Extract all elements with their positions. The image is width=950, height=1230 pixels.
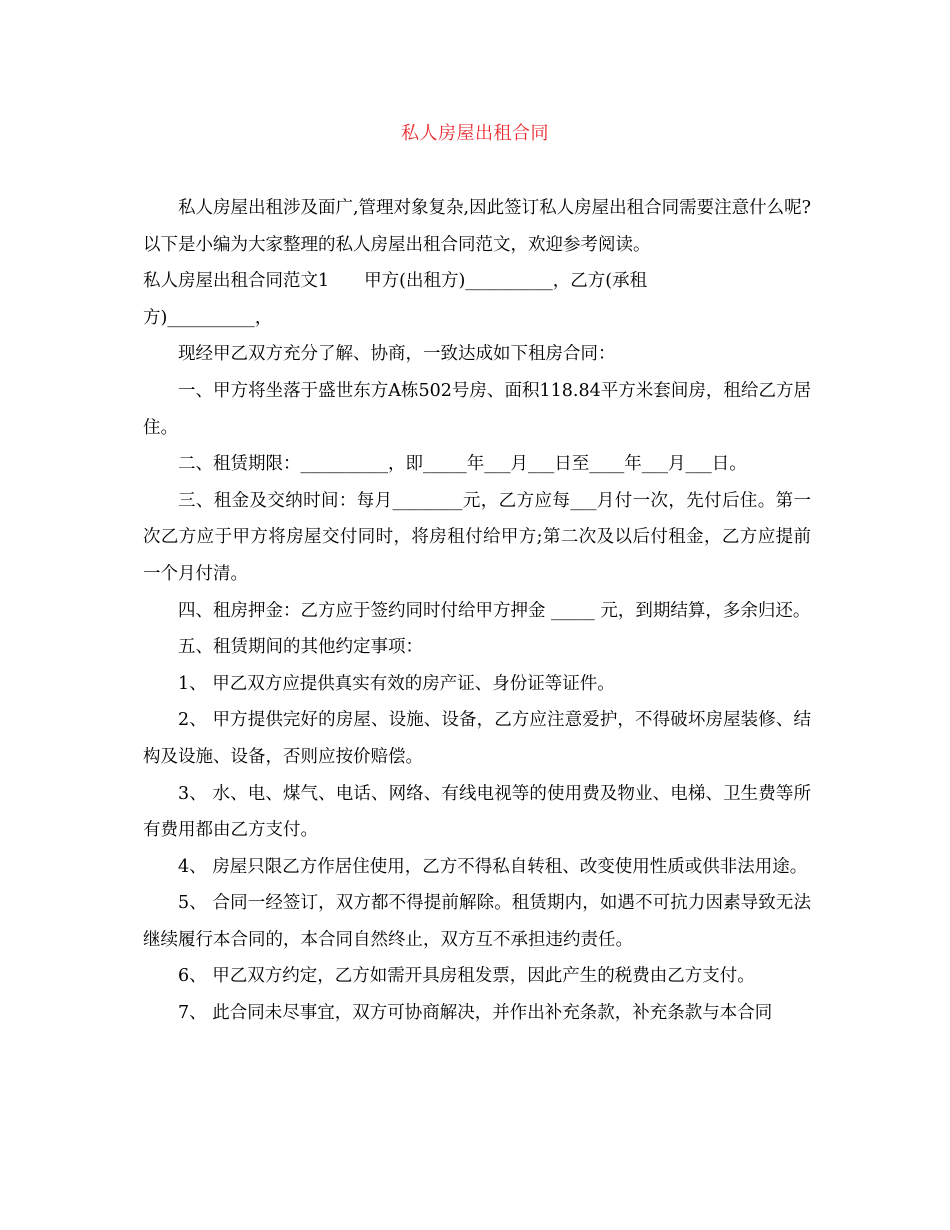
item-5: 5、 合同一经签订，双方都不得提前解除。租赁期内，如遇不可抗力因素导致无法继续履行本合同的，本合同自然终止，双方互不承担违约责任。 xyxy=(143,893,811,950)
sample-heading-line: 私人房屋出租合同范文1 甲方(出租方)__________，乙方(承租 xyxy=(143,271,648,292)
item-6: 6、 甲乙双方约定，乙方如需开具房租发票，因此产生的税费由乙方支付。 xyxy=(178,966,755,987)
document-body xyxy=(143,190,811,1032)
item-2: 2、 甲方提供完好的房屋、设施、设备，乙方应注意爱护，不得破坏房屋装修、结构及设施、设备，否则应按价赔偿。 xyxy=(143,710,811,767)
intro-paragraph: 私人房屋出租涉及面广,管理对象复杂,因此签订私人房屋出租合同需要注意什么呢?以下是小编为大家整理的私人房屋出租合同范文，欢迎参考阅读。 xyxy=(143,198,812,255)
item-3: 3、 水、电、煤气、电话、网络、有线电视等的使用费及物业、电梯、卫生费等所有费用都由乙方支付。 xyxy=(143,783,811,841)
clause-3: 三、租金及交纳时间：每月________元，乙方应每___月付一次，先付后住。第一次乙方应于甲方将房屋交付同时，将房租付给甲方;第二次及以后付租金，乙方应提前一个月付清。 xyxy=(143,490,811,584)
sample-heading-continuation: 方)__________， xyxy=(143,307,273,328)
clause-5-heading: 五、租赁期间的其他约定事项： xyxy=(178,637,423,658)
clause-4: 四、租房押金：乙方应于签约同时付给甲方押金 _____ 元，到期结算，多余归还。 xyxy=(178,600,811,621)
item-4: 4、 房屋只限乙方作居住使用，乙方不得私自转租、改变使用性质或供非法用途。 xyxy=(178,856,808,877)
clause-2: 二、租赁期限：__________，即_____年___月___日至____年___月___日。 xyxy=(178,454,747,475)
document-title: 私人房屋出租合同 xyxy=(401,123,549,144)
clause-1: 一、甲方将坐落于盛世东方A栋502号房、面积118.84平方米套间房，租给乙方居住。 xyxy=(143,380,811,438)
item-1: 1、 甲乙双方应提供真实有效的房产证、身份证等证件。 xyxy=(178,673,615,694)
preamble-paragraph: 现经甲乙双方充分了解、协商，一致达成如下租房合同： xyxy=(178,344,616,365)
item-7: 7、 此合同未尽事宜，双方可协商解决，并作出补充条款，补充条款与本合同 xyxy=(178,1003,773,1024)
